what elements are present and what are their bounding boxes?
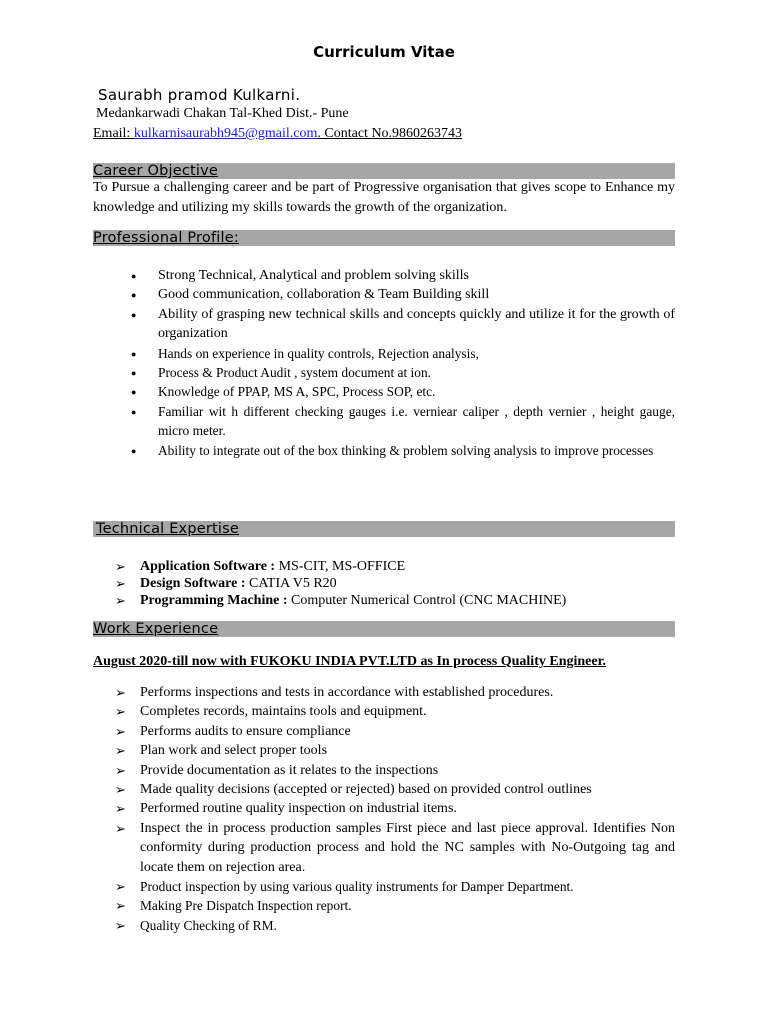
profile-item [93, 382, 675, 401]
work-item [93, 722, 675, 741]
document-title: Curriculum Vitae [313, 43, 455, 61]
work-item [93, 877, 675, 896]
work-item [93, 896, 675, 915]
technical-item-separator: : [266, 559, 279, 574]
arrow-bullet-icon: ➢ [115, 593, 126, 608]
profile-item [93, 344, 675, 363]
work-item-text: Product inspection by using various quality instruments for Damper Department. [140, 879, 574, 895]
work-item-text: Making Pre Dispatch Inspection report. [140, 898, 352, 914]
arrow-bullet-icon: ➢ [115, 723, 126, 739]
arrow-bullet-icon: ➢ [115, 743, 126, 759]
candidate-address: Medankarwadi Chakan Tal-Khed Dist.- Pune [96, 106, 349, 121]
work-item-text: Quality Checking of RM. [140, 917, 277, 933]
bullet-icon: ● [131, 445, 137, 456]
technical-item [93, 575, 675, 592]
arrow-bullet-icon: ➢ [115, 685, 126, 700]
contact-number: . Contact No.9860263743 [317, 126, 463, 141]
work-item-text: Performed routine quality inspection on industrial items. [140, 801, 457, 817]
technical-list [93, 558, 675, 609]
work-item-text: Inspect the in process production samples First piece and last piece approval. Identifies Non conformity during production process and hold the NC samples with No-Outgoing tag and locate them on rejection area. [140, 820, 675, 875]
arrow-bullet-icon: ➢ [115, 879, 126, 895]
candidate-name: Saurabh pramod Kulkarni. [98, 86, 301, 104]
bullet-icon: ● [131, 406, 137, 417]
bullet-icon: ● [131, 348, 137, 359]
professional-profile-heading [93, 230, 675, 246]
work-experience-heading-text: Work Experience [93, 621, 219, 637]
profile-item [93, 305, 675, 344]
arrow-bullet-icon: ➢ [115, 917, 126, 933]
profile-item-text: Ability of grasping new technical skills and concepts quickly and utilize it for the growth of organization [158, 306, 675, 342]
profile-item-text: Knowledge of PPAP, MS A, SPC, Process SOP, etc. [158, 384, 436, 400]
arrow-bullet-icon: ➢ [115, 801, 126, 817]
contact-line [93, 126, 462, 142]
work-item [93, 799, 675, 818]
profile-item-text: Ability to integrate out of the box thinking & problem solving analysis to improve processes [158, 442, 654, 458]
professional-profile-heading-text: Professional Profile: [93, 230, 239, 246]
technical-item-value: Computer Numerical Control (CNC MACHINE) [291, 593, 567, 608]
profile-list [93, 266, 675, 460]
work-item [93, 741, 675, 760]
bullet-icon: ● [131, 368, 137, 379]
profile-item [93, 266, 675, 285]
technical-item-value: CATIA V5 R20 [249, 576, 337, 591]
bullet-icon: ● [131, 271, 137, 281]
profile-item-text: Strong Technical, Analytical and problem solving skills [158, 268, 469, 283]
arrow-bullet-icon: ➢ [115, 898, 126, 914]
profile-item-text: Good communication, collaboration & Team Building skill [158, 287, 490, 303]
work-experience-heading [93, 621, 675, 637]
profile-item-text: Process & Product Audit , system document at ion. [158, 365, 431, 381]
work-item [93, 819, 675, 877]
arrow-bullet-icon: ➢ [115, 782, 126, 798]
profile-item [93, 285, 675, 304]
career-objective-heading [93, 163, 675, 179]
profile-item-text: Familiar wit h different checking gauges i.e. verniear caliper , depth vernier , height gauge, micro meter. [158, 403, 675, 439]
profile-item [93, 363, 675, 382]
work-item [93, 780, 675, 799]
technical-item-label: Programming Machine [140, 593, 280, 608]
technical-item-value: MS-CIT, MS-OFFICE [278, 559, 406, 574]
career-objective-text: To Pursue a challenging career and be part of Progressive organisation that gives scope to Enhance my knowledge and utilizing my skills towards the growth of the organization. [93, 180, 675, 215]
work-item [93, 761, 675, 780]
work-item-text: Provide documentation as it relates to the inspections [140, 762, 439, 778]
technical-item-label: Application Software [140, 559, 267, 574]
arrow-bullet-icon: ➢ [115, 820, 126, 836]
arrow-bullet-icon: ➢ [115, 704, 126, 720]
work-item [93, 683, 675, 702]
work-item-text: Performs audits to ensure compliance [140, 723, 351, 739]
work-item [93, 916, 675, 935]
email-link[interactable]: kulkarnisaurabh945@gmail.com [133, 126, 318, 141]
work-item-text: Plan work and select proper tools [140, 743, 328, 759]
work-item [93, 702, 675, 721]
profile-item [93, 402, 675, 441]
arrow-bullet-icon: ➢ [115, 559, 126, 574]
bullet-icon: ● [131, 290, 137, 301]
technical-expertise-heading [93, 521, 675, 537]
bullet-icon: ● [131, 387, 137, 398]
arrow-bullet-icon: ➢ [115, 762, 126, 778]
technical-item-separator: : [279, 593, 292, 608]
job-title: August 2020-till now with FUKOKU INDIA PVT.LTD as In process Quality Engineer. [93, 654, 607, 669]
arrow-bullet-icon: ➢ [115, 576, 126, 591]
technical-item [93, 592, 675, 609]
work-list [93, 683, 675, 935]
work-item-text: Completes records, maintains tools and equipment. [140, 704, 427, 720]
technical-item [93, 558, 675, 575]
profile-item-text: Hands on experience in quality controls, Rejection analysis, [158, 345, 479, 361]
technical-item-separator: : [237, 576, 250, 591]
email-label: Email: [93, 126, 134, 141]
bullet-icon: ● [131, 309, 137, 320]
technical-item-label: Design Software [140, 576, 238, 591]
work-item-text: Made quality decisions (accepted or rejected) based on provided control outlines [140, 782, 592, 798]
work-item-text: Performs inspections and tests in accordance with established procedures. [140, 685, 554, 700]
profile-item [93, 441, 675, 460]
technical-expertise-heading-text: Technical Expertise [96, 521, 240, 537]
career-objective-heading-text: Career Objective [93, 163, 219, 179]
